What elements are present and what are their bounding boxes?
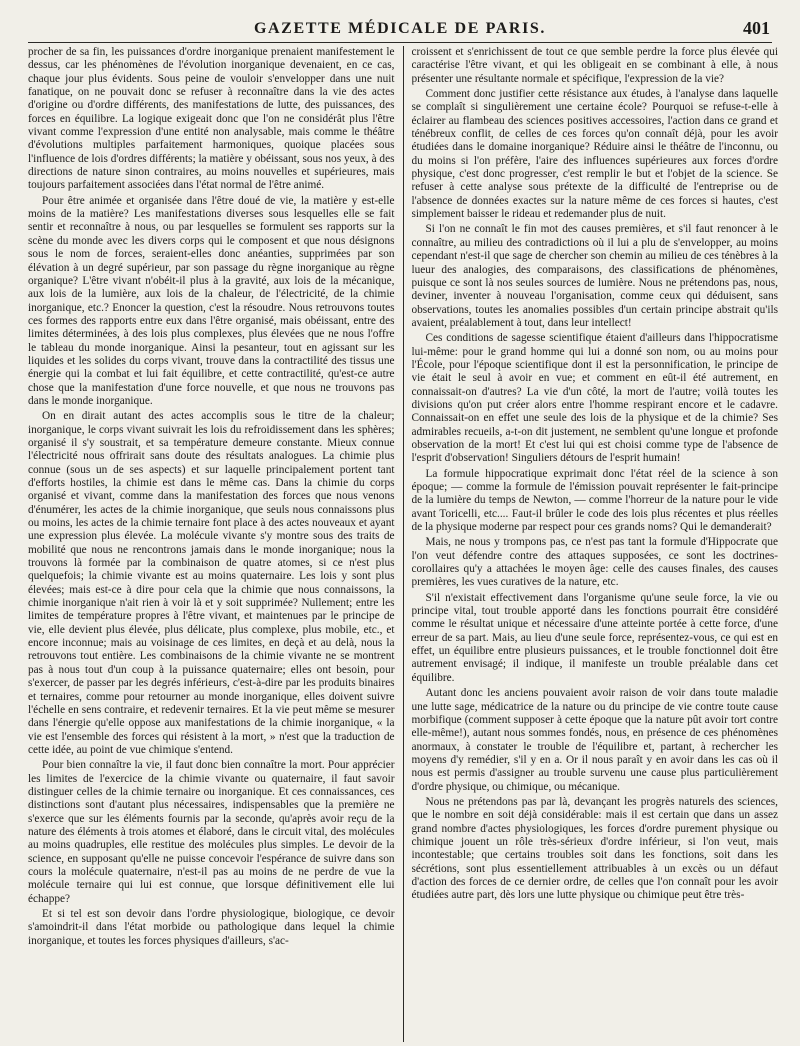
paragraph: Nous ne prétendons pas par là, devançant les progrès naturels des sciences, que le nombre en soit déjà considérable: mais il est certain que dans un assez grand nombre d'actes physiologiques, les forces d'ordre purement physique ou chimique jouent un rôle très-sérieux d'ordre inférieur, si l'on veut, mais incontestable; que certains troubles soit dans les fonctions, soit dans les sécrétions, sont plus essentiellement attribuables à un excès ou un défaut d'action des forces de ce dernier ordre, de celles que l'on connaît pour les avoir étudiées autre part, dès lors une lutte physique ou chimique peut être très- xyxy=(411,795,778,902)
right-column xyxy=(412,46,779,1042)
paragraph: Autant donc les anciens pouvaient avoir raison de voir dans toute maladie une lutte sage, médicatrice de la nature ou du principe de vie contre toute cause morbifique (comment supposer à cette époque que la nature pût avoir tort contre elle-même!), autant nous sommes fondés, nous, en présence de ces phénomènes anormaux, à constater le trouble de l'équilibre et, partant, à rechercher les moyens d'y remédier, s'il y en a. Or il nous paraît y en avoir dans les cas où il nous est permis d'assigner au trouble survenu une cause plus particulièrement d'ordre physique, ou chimique, ou mécanique. xyxy=(411,687,778,793)
paragraph: Comment donc justifier cette résistance aux études, à l'analyse dans laquelle se complaît si singulièrement une certaine école? Pourquoi se refuse-t-elle à éclairer au flambeau des sciences positives accessoires, l'action dans ce grand et ténébreux conflit, de celles de ces forces qu'on connaît déjà, pour les avoir étudiées dans le domaine inorganique? Réduire ainsi le théâtre de l'inconnu, ou du moins si l'on préfère, l'aire des influences supérieures aux forces d'ordre physique, c'est donc progresser, c'est remplir le but et l'objet de la science. Se refuser à cette analyse sous prétexte de la difficulté de l'entreprise ou de l'absence de données exactes sur la nature même de ces forces si hautes, c'est simplement baisser le rideau et redemander plus de nuit. xyxy=(411,88,778,221)
paragraph: Mais, ne nous y trompons pas, ce n'est pas tant la formule d'Hippocrate que l'on veut défendre contre des attaques supposées, ce sont les doctrines-corollaires qu'y a attachées le moyen âge: celle des causes finales, des causes premières, les vues curatives de la nature, etc. xyxy=(411,536,778,589)
paragraph: Pour bien connaître la vie, il faut donc bien connaître la mort. Pour apprécier les limites de l'exercice de la chimie vivante ou quaternaire, il faut savoir distinguer celles de la chimie ternaire ou inorganique. Et ces connaissances, ces distinctions sont d'autant plus nécessaires, indispensables que la première ne s'exerce que sur les éléments fournis par la seconde, qu'après avoir reçu de la nature des éléments à trois atomes et élaboré, dans le circuit vital, des molécules au moins quadruples, elle restitue des molécules plus simples. Le devoir de la science, en supposant qu'elle ne puisse concevoir l'espérance de suivre dans son cours la molécule quaternaire, n'est-il pas au moins de ne perdre de vue la molécule ternaire qui lui est connue, que lorsque définitivement elle lui échappe? xyxy=(28,759,395,905)
paragraph: Et si tel est son devoir dans l'ordre physiologique, biologique, ce devoir s'amoindrit-il dans l'état morbide ou pathologique dans lequel la chimie inorganique, et toutes les forces physiques d'ailleurs, s'ac- xyxy=(28,908,395,947)
paragraph: S'il n'existait effectivement dans l'organisme qu'une seule force, la vie ou principe vital, tout trouble apporté dans les fonctions pourrait être considéré comme le résultat unique et nécessaire d'une atteinte portée à cette force, d'une erreur de sa part. Mais, au lieu d'une seule force, représentez-vous, ce qui est en effet, un équilibre entre plusieurs puissances, et le trouble fonctionnel doit être autrement envisagé; il indique, il manifeste un trouble préalable dans cet équilibre. xyxy=(411,591,778,684)
paragraph: Pour être animée et organisée dans l'être doué de vie, la matière y est-elle moins de la matière? Les manifestations diverses sous lesquelles elle se fait sentir et reconnaître à nous, ou par lesquelles se formulent ses rapports sur la scène du monde avec les divers corps qui le composent et que nous désignons sous le nom de forces, seraient-elles donc anéanties, supprimées par son élévation à un degré supérieur, par son passage du règne inorganique au règne organique? L'être vivant n'obéit-il plus à la gravité, aux lois de la mécanique, aux lois de la lumière, aux lois de la chaleur, de l'électricité, de la chimie inorganique, etc.? Enoncer la question, c'est la résoudre. Nous retrouvons toutes ces formes des rapports entre eux dans l'être organisé, mais obéissant, entre des limites déterminées, à des lois plus complexes, plus élevées que ne nous l'offre le tableau du monde inorganique. Ainsi la pesanteur, tout en agissant sur les liquides et les solides du corps vivant, trouve dans la contractilité des tissus une énergie qui la combat et lui fait équilibre, et cette contractilité, qu'est-ce autre chose que la manifestation d'une force nouvelle, et que nous ne trouvons pas dans le monde inorganique. xyxy=(28,194,395,407)
paragraph: La formule hippocratique exprimait donc l'état réel de la science à son époque; — comme la formule de l'émission pouvait représenter le fait-principe de la lumière du temps de Newton, — comme l'horreur de la nature pour le vide avant Toricelli, etc.... Faut-il brûler le code des lois plus récentes et plus réelles de la physique moderne par respect pour ces grands noms? Qui le demanderait? xyxy=(411,467,778,534)
paragraph: On en dirait autant des actes accomplis sous le titre de la chaleur; inorganique, le corps vivant suivrait les lois du refroidissement dans les sphères; organisé il s'y soustrait, et sa température demeure constante. Mieux connue l'électricité nous offrirait sans doute des résultats analogues. La chimie plus connue (sous un de ses aspects) et sur laquelle principalement portent tant d'efforts hostiles, la chimie est dans le même cas. Dans la chimie du corps organisé et vivant, comme dans la manifestation des forces que nous venons d'énumérer, les actes de la chimie inorganique, que seuls nous connaissons plus ou moins, les actes de la chimie ternaire font place à des actes nouveaux et ayant une expression plus élevée. La molécule vivante s'y montre sous des traits de mobilité que nous ne rencontrons jamais dans le monde inorganique; nous la trouvons là formée par la combinaison de quatre atomes, si ce n'est plus quelquefois; la chimie vivante est au moins quaternaire. Les lois y sont plus élevées; mais est-ce à dire pour cela que la chimie que nous connaissons, la chimie inorganique n'ait rien à voir là et y soit supprimée? Nullement; entre les limites de température propres à l'être vivant, et maintenues par le principe de vie, elle devient plus élevée, plus délicate, plus complexe, plus mobile, etc., et encore inconnue; mais au voisinage de ces limites, en deçà et au delà, nous la retrouvons tout entière. Les combinaisons de la chimie vivante ne se montrent pas à nous tout d'un coup à la puissance quaternaire; elles ont besoin, pour s'exercer, de passer par les degrés inférieurs, c'est-à-dire par les produits binaires et ternaires, comme pour retourner au monde inorganique, elles doivent suivre l'échelle en sens contraire, et redevenir ternaires. Et la vie peut même se mesurer dans l'énergie qu'elle oppose aux manifestations de la chimie inorganique, « la vie est l'ensemble des forces qui résistent à la mort, » n'est que la traduction de cette idée, au point de vue chimique s'entend. xyxy=(28,410,395,756)
text-columns xyxy=(28,46,778,1042)
paragraph: procher de sa fin, les puissances d'ordre inorganique prenaient manifestement le dessus, car les phénomènes de l'évolution inorganique devenaient, en ce cas, chaque jour plus évidents. Sous peine de vouloir s'envelopper dans une nuit fanatique, on ne pouvait donc se refuser à reconnaître dans la vie des actes d'origine ou d'ordre différents, des manifestations de lutte, des puissances, des forces en équilibre. La logique exigeait donc que l'on ne considérât plus l'être vivant comme l'expression d'une entité non analysable, mais comme le théâtre d'évolutions multiples parfaitement harmoniques, quoique placées sous l'influence de lois d'ordres différents; la matière y obéissant, sous nos yeux, à des directions de nature sinon contraires, au moins nouvelles et supérieures, mais toujours parfaitement associées dans l'état normal de l'être animé. xyxy=(28,46,395,192)
paragraph: Ces conditions de sagesse scientifique étaient d'ailleurs dans l'hippocratisme lui-même: pour le grand homme qui lui a donné son nom, ou au moins pour l'École, pour l'époque scientifique dont il est la personnification, le principe de vie était le seul à avoir en vue; et comment en eût-il été autrement, en connaissait-on d'autres? La vie d'un côté, la mort de l'autre; voilà toutes les divisions qu'on put créer alors entre l'homme respirant encore et le cadavre. Connaissait-on en effet une seule des lois de la physique et de la chimie? Ses admirables recueils, a-t-on dit justement, ne semblent qu'une longue et profonde observation de la mort! Et c'est lui qui est choisi comme type de l'absence de l'esprit d'observation! Singuliers détours de l'esprit humain! xyxy=(411,332,778,465)
paragraph: Si l'on ne connaît le fin mot des causes premières, et s'il faut renoncer à le connaître, au milieu des contradictions où il lui a plu de s'envelopper, au moins cependant n'est-il que sage de chercher son chemin au milieu de ces ténèbres à la lueur des analogies, des comparaisons, des classifications de phénomènes, puisque ce sont là nos seules sources de lumière. Nous ne prétendons pas, nous, deviner, inventer à nouveau l'organisation, comme ceux qui déduisent, sans observations, toutes les anomalies possibles d'un certain principe abstrait qu'ils avaient, préalablement à tout, dans leur intellect! xyxy=(411,223,778,329)
paragraph: croissent et s'enrichissent de tout ce que semble perdre la force plus élevée qui caractérise l'être vivant, et qui les obligeait en se combinant à elle, à nous présenter une résultante normale et spécifique, l'expression de la vie? xyxy=(411,46,778,85)
page-number: 401 xyxy=(743,18,770,38)
left-column xyxy=(28,46,395,1042)
page-header xyxy=(28,8,772,43)
journal-title: GAZETTE MÉDICALE DE PARIS. xyxy=(253,20,546,37)
column-divider xyxy=(403,46,404,1042)
